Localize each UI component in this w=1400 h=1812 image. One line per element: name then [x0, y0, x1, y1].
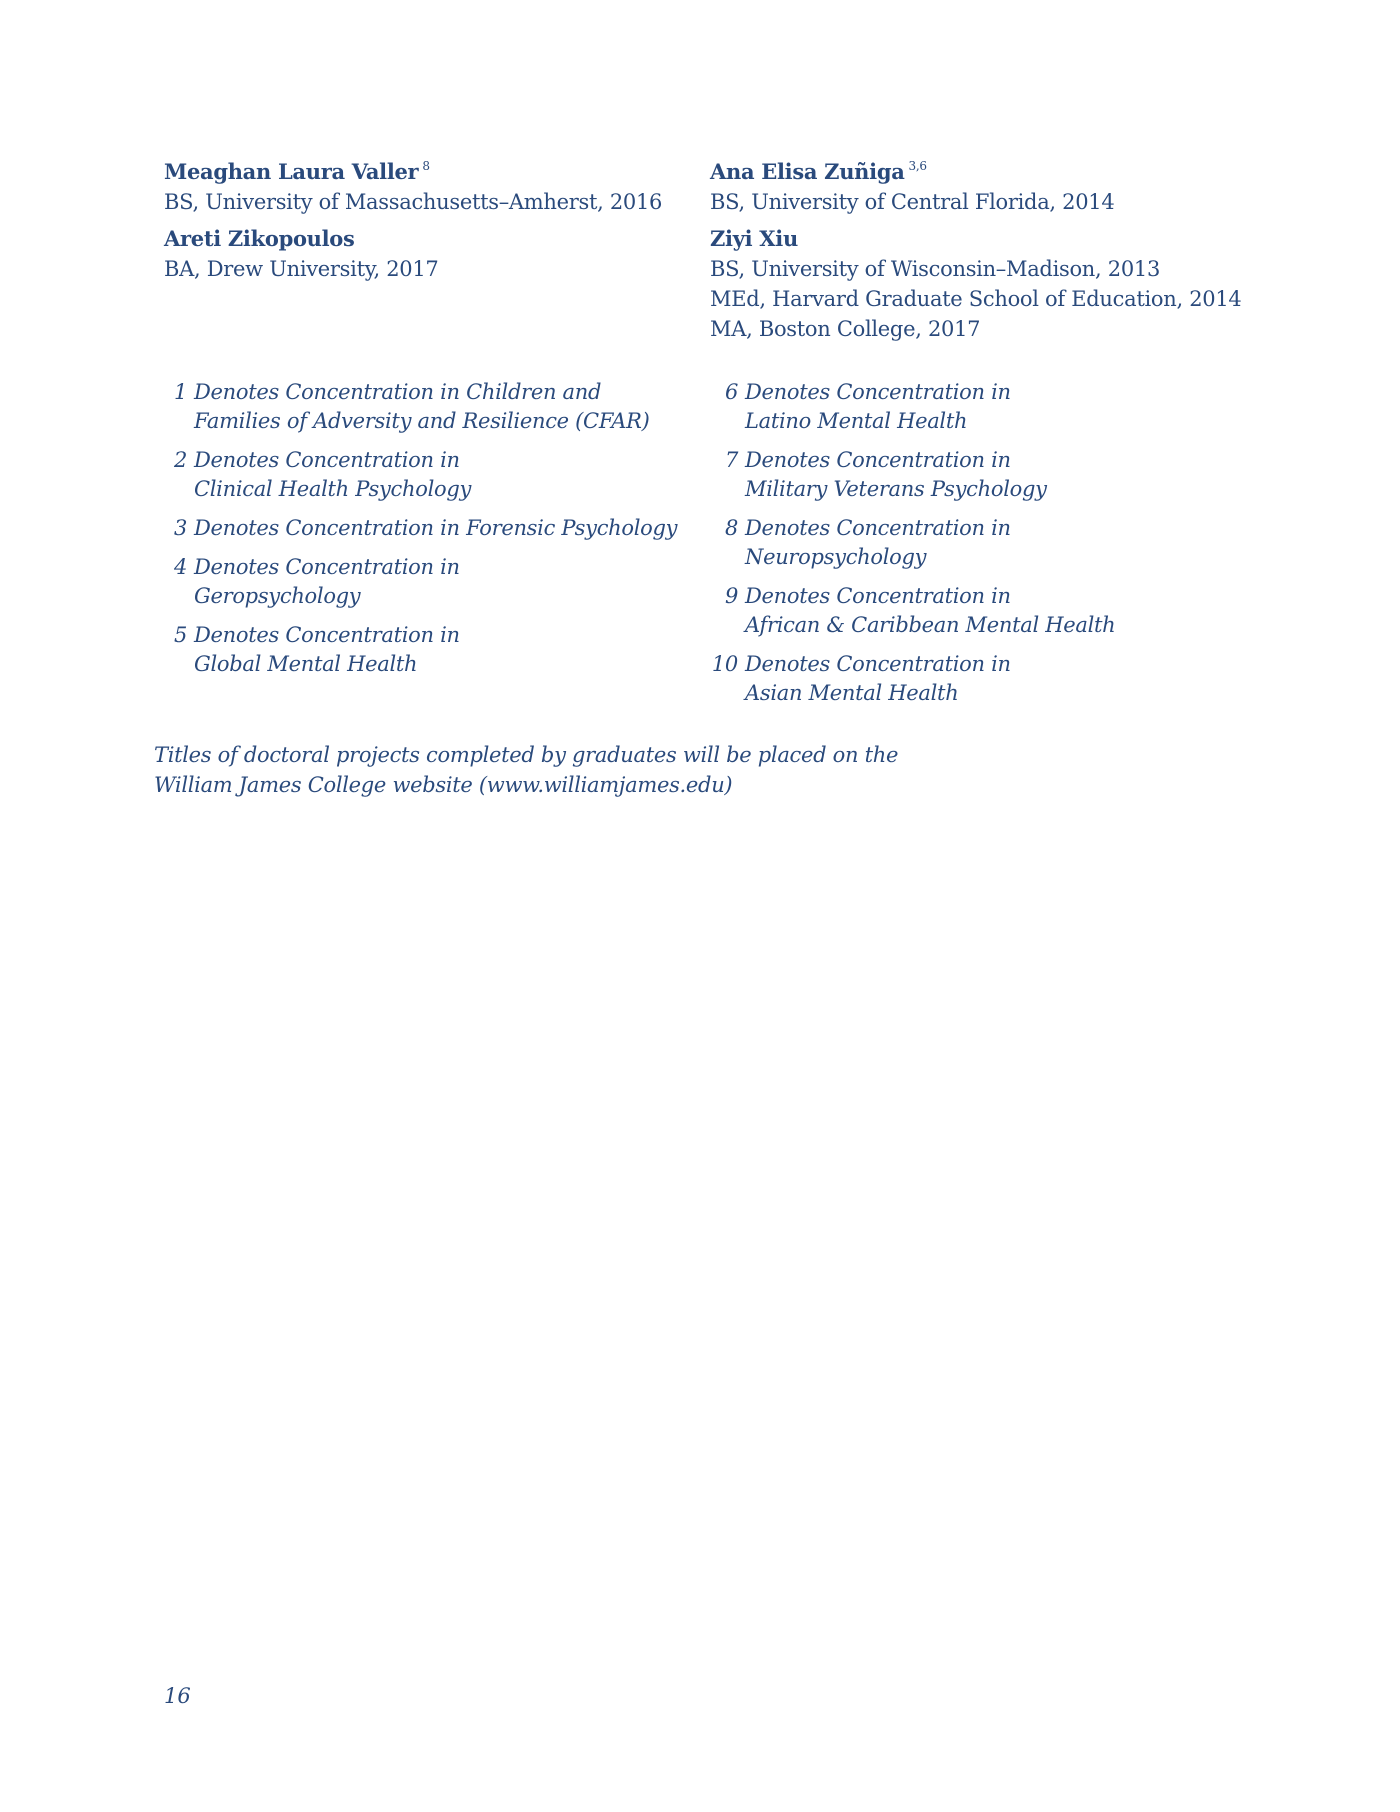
note-number: 4: [173, 555, 187, 579]
degree-line: MEd, Harvard Graduate School of Education, 2014: [710, 287, 1242, 311]
degree-line: MA, Boston College, 2017: [710, 317, 981, 341]
closing-line: Titles of doctoral projects completed by graduates will be placed on the: [154, 743, 899, 767]
concentration-superscript: 8: [422, 159, 430, 173]
degree-line: BS, University of Wisconsin–Madison, 2013: [710, 257, 1161, 281]
concentration-note: [700, 514, 1260, 572]
page-number: 16: [164, 1684, 191, 1708]
concentration-note: [164, 514, 704, 543]
note-text: Denotes Concentration in African & Caribbean Mental Health: [745, 584, 1116, 637]
graduates-right-column: [710, 157, 1270, 351]
note-number: 2: [173, 448, 187, 472]
graduate-entry: [710, 224, 1270, 344]
note-number: 8: [724, 516, 738, 540]
concentration-note: [164, 621, 704, 679]
degree-line: BA, Drew University, 2017: [164, 257, 439, 281]
graduate-entry: [164, 157, 684, 217]
note-text: Denotes Concentration in Latino Mental Health: [745, 380, 1011, 433]
note-number: 6: [724, 380, 738, 404]
concentration-note: [164, 378, 704, 436]
note-number: 5: [173, 623, 187, 647]
concentration-note: [700, 378, 1260, 436]
concentration-note: [164, 446, 704, 504]
graduate-entry: [164, 224, 684, 284]
note-text: Denotes Concentration in Neuropsychology: [745, 516, 1011, 569]
note-number: 1: [173, 380, 187, 404]
graduate-name: Ana Elisa Zuñiga $^{3,6}$: [710, 159, 927, 184]
note-text: Denotes Concentration in Children and Families of Adversity and Resilience (CFAR): [194, 380, 650, 433]
degree-line: BS, University of Central Florida, 2014: [710, 190, 1115, 214]
note-text: Denotes Concentration in Global Mental Health: [194, 623, 460, 676]
note-text: Denotes Concentration in Forensic Psychology: [194, 516, 678, 540]
graduates-left-column: [164, 157, 684, 291]
note-number: 7: [724, 448, 738, 472]
note-number: 10: [711, 652, 738, 676]
graduate-name: Ziyi Xiu: [710, 226, 798, 251]
graduate-entry: [710, 157, 1270, 217]
concentration-note: [700, 582, 1260, 640]
note-text: Denotes Concentration in Clinical Health Psychology: [194, 448, 472, 501]
concentration-superscript: 3,6: [908, 159, 927, 173]
concentration-note: [700, 446, 1260, 504]
graduate-name: Areti Zikopoulos: [164, 226, 355, 251]
note-text: Denotes Concentration in Military Veterans Psychology: [745, 448, 1047, 501]
concentration-notes-right: [700, 378, 1260, 718]
closing-line: William James College website (www.williamjames.edu): [154, 773, 733, 797]
concentration-note: [164, 553, 704, 611]
note-number: 3: [173, 516, 187, 540]
note-text: Denotes Concentration in Geropsychology: [194, 555, 460, 608]
note-text: Denotes Concentration in Asian Mental Health: [745, 652, 1011, 705]
degree-line: BS, University of Massachusetts–Amherst, 2016: [164, 190, 663, 214]
concentration-note: [700, 650, 1260, 708]
graduate-name: Meaghan Laura Valler $^8$: [164, 159, 430, 184]
note-number: 9: [724, 584, 738, 608]
concentration-notes-left: [164, 378, 704, 689]
doctoral-projects-note: [154, 740, 1054, 800]
